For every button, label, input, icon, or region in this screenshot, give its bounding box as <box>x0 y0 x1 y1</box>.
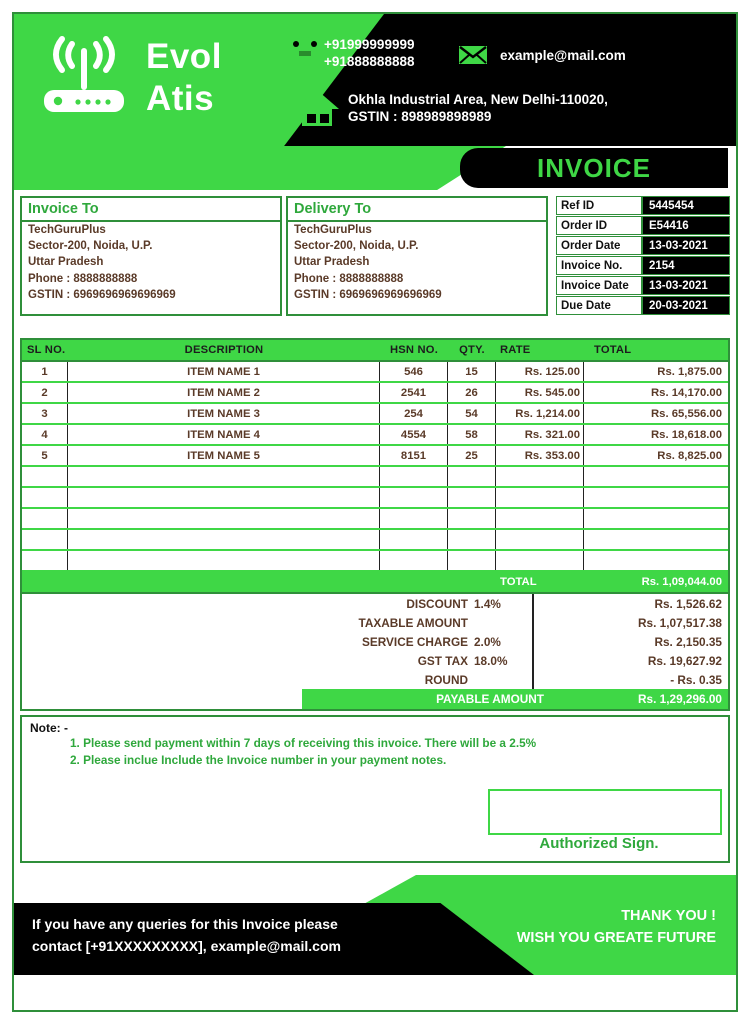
footer-thanks-line1: THANK YOU ! <box>621 908 716 924</box>
company-address: Okhla Industrial Area, New Delhi-110020, <box>348 92 608 107</box>
table-row <box>22 362 728 383</box>
home-icon <box>286 88 348 128</box>
summary-percent: 1.4% <box>474 596 501 611</box>
cell-qty: 25 <box>448 446 496 465</box>
cell-qty: 15 <box>448 362 496 381</box>
meta-row <box>556 256 730 275</box>
summary-percent: 2.0% <box>474 634 501 649</box>
cell-sl: 5 <box>22 446 68 465</box>
column-header-sl: SL NO. <box>27 344 66 356</box>
cell-hsn: 2541 <box>380 383 448 402</box>
table-row <box>22 425 728 446</box>
payable-value: Rs. 1,29,296.00 <box>638 692 722 706</box>
invoice-footer <box>14 867 736 975</box>
table-total-row <box>22 572 728 594</box>
company-contact-block <box>286 34 726 128</box>
summary-row <box>22 632 728 651</box>
company-email: example@mail.com <box>500 47 626 63</box>
table-row-empty <box>22 509 728 530</box>
meta-row <box>556 236 730 255</box>
invoice-to-line: GSTIN : 6969696969696969 <box>28 288 176 301</box>
cell-sl: 3 <box>22 404 68 423</box>
table-row-empty <box>22 530 728 551</box>
invoice-to-line: Phone : 8888888888 <box>28 272 138 285</box>
delivery-to-line: Uttar Pradesh <box>294 256 370 269</box>
envelope-icon <box>454 44 492 66</box>
meta-label: Ref ID <box>556 196 642 215</box>
invoice-title-band <box>14 146 736 192</box>
cell-desc: ITEM NAME 4 <box>68 425 380 444</box>
meta-row <box>556 296 730 315</box>
summary-label: TAXABLE AMOUNT <box>358 615 468 630</box>
company-phone-2: +91888888888 <box>324 54 415 69</box>
meta-value: E54416 <box>642 216 730 235</box>
meta-label: Invoice Date <box>556 276 642 295</box>
meta-row <box>556 276 730 295</box>
cell-desc: ITEM NAME 1 <box>68 362 380 381</box>
cell-total: Rs. 18,618.00 <box>651 428 722 441</box>
delivery-to-line: Phone : 8888888888 <box>294 272 404 285</box>
invoice-meta-table <box>556 196 730 316</box>
cell-qty: 54 <box>448 404 496 423</box>
meta-row <box>556 196 730 215</box>
delivery-to-heading: Delivery To <box>288 200 546 222</box>
company-logo-block <box>36 32 222 124</box>
table-row-empty <box>22 488 728 509</box>
table-row <box>22 383 728 404</box>
cell-desc: ITEM NAME 5 <box>68 446 380 465</box>
cell-qty: 58 <box>448 425 496 444</box>
meta-label: Due Date <box>556 296 642 315</box>
meta-label: Order ID <box>556 216 642 235</box>
authorized-sign-label: Authorized Sign. <box>539 835 659 852</box>
meta-value: 5445454 <box>642 196 730 215</box>
meta-label: Invoice No. <box>556 256 642 275</box>
summary-label: SERVICE CHARGE <box>362 634 468 649</box>
cell-rate: Rs. 353.00 <box>496 446 584 465</box>
total-row-value: Rs. 1,09,044.00 <box>641 576 722 588</box>
cell-qty: 26 <box>448 383 496 402</box>
summary-value: - Rs. 0.35 <box>670 672 722 687</box>
meta-value: 2154 <box>642 256 730 275</box>
table-row <box>22 404 728 425</box>
invoice-to-line: TechGuruPlus <box>28 224 106 236</box>
wifi-router-icon <box>36 32 132 124</box>
meta-label: Order Date <box>556 236 642 255</box>
footer-thanks-block <box>517 905 716 949</box>
cell-rate: Rs. 321.00 <box>496 425 584 444</box>
telephone-icon <box>286 36 324 58</box>
invoice-header <box>14 14 736 146</box>
summary-value: Rs. 2,150.35 <box>654 634 722 649</box>
cell-total: Rs. 65,556.00 <box>651 407 722 420</box>
column-header-total: TOTAL <box>594 344 632 356</box>
footer-contact-line1: If you have any queries for this Invoice please <box>32 916 338 932</box>
company-name-line1: Evol <box>146 37 222 76</box>
notes-section <box>20 715 730 863</box>
cell-total: Rs. 8,825.00 <box>657 449 722 462</box>
summary-label: GST TAX <box>417 653 468 668</box>
cell-sl: 1 <box>22 362 68 381</box>
note-item: 2. Please inclue Include the Invoice number in your payment notes. <box>70 753 447 767</box>
meta-row <box>556 216 730 235</box>
note-item: 1. Please send payment within 7 days of receiving this invoice. There will be a 2.5% <box>70 736 537 750</box>
cell-sl: 2 <box>22 383 68 402</box>
cell-hsn: 254 <box>380 404 448 423</box>
parties-and-meta <box>20 196 730 316</box>
summary-label: DISCOUNT <box>406 596 468 611</box>
cell-hsn: 8151 <box>380 446 448 465</box>
invoice-to-line: Uttar Pradesh <box>28 256 104 269</box>
invoice-sheet <box>12 12 738 1012</box>
footer-contact-line2: contact [+91XXXXXXXXX], example@mail.com <box>32 938 341 954</box>
invoice-title-tab <box>460 148 728 188</box>
payable-amount-row <box>302 689 728 709</box>
summary-percent: 18.0% <box>474 653 508 668</box>
table-row-empty <box>22 467 728 488</box>
summary-row <box>22 594 728 613</box>
cell-total: Rs. 1,875.00 <box>657 365 722 378</box>
table-header-row <box>22 340 728 362</box>
delivery-to-line: TechGuruPlus <box>294 224 372 236</box>
column-header-rate: RATE <box>500 344 531 356</box>
company-phone-1: +91999999999 <box>324 37 415 52</box>
cell-hsn: 546 <box>380 362 448 381</box>
cell-sl: 4 <box>22 425 68 444</box>
meta-value: 13-03-2021 <box>642 276 730 295</box>
company-name-line2: Atis <box>146 79 215 118</box>
cell-hsn: 4554 <box>380 425 448 444</box>
cell-desc: ITEM NAME 3 <box>68 404 380 423</box>
cell-rate: Rs. 545.00 <box>496 383 584 402</box>
column-header-desc: DESCRIPTION <box>184 344 264 356</box>
cell-rate: Rs. 1,214.00 <box>496 404 584 423</box>
cell-desc: ITEM NAME 2 <box>68 383 380 402</box>
invoice-to-box <box>20 196 282 316</box>
company-gstin: GSTIN : 898989898989 <box>348 109 492 124</box>
line-items-table <box>20 338 730 594</box>
email-row <box>454 44 626 66</box>
address-row <box>286 88 726 128</box>
delivery-to-box <box>286 196 548 316</box>
footer-contact-block <box>32 913 341 957</box>
cell-total: Rs. 14,170.00 <box>651 386 722 399</box>
column-header-hsn: HSN NO. <box>389 344 439 356</box>
cell-rate: Rs. 125.00 <box>496 362 584 381</box>
delivery-to-line: GSTIN : 6969696969696969 <box>294 288 442 301</box>
payable-label: PAYABLE AMOUNT <box>436 692 544 706</box>
total-row-label: TOTAL <box>500 576 537 588</box>
table-row <box>22 446 728 467</box>
summary-row <box>22 613 728 632</box>
meta-value: 20-03-2021 <box>642 296 730 315</box>
invoice-to-heading: Invoice To <box>22 200 280 222</box>
column-header-qty: QTY. <box>459 344 485 356</box>
summary-value: Rs. 19,627.92 <box>647 653 722 668</box>
summary-section <box>20 594 730 711</box>
notes-heading: Note: - <box>30 721 68 735</box>
company-name <box>146 36 222 120</box>
signature-box[interactable] <box>488 789 722 835</box>
summary-label: ROUND <box>424 672 468 687</box>
invoice-to-line: Sector-200, Noida, U.P. <box>28 240 153 253</box>
table-row-empty <box>22 551 728 572</box>
meta-value: 13-03-2021 <box>642 236 730 255</box>
summary-value: Rs. 1,07,517.38 <box>638 615 722 630</box>
summary-row <box>22 651 728 670</box>
band-green-shape <box>14 146 506 190</box>
delivery-to-line: Sector-200, Noida, U.P. <box>294 240 419 253</box>
footer-thanks-line2: WISH YOU GREATE FUTURE <box>516 930 716 946</box>
page-title: INVOICE <box>537 152 651 183</box>
summary-value: Rs. 1,526.62 <box>654 596 722 611</box>
summary-row <box>22 670 728 689</box>
